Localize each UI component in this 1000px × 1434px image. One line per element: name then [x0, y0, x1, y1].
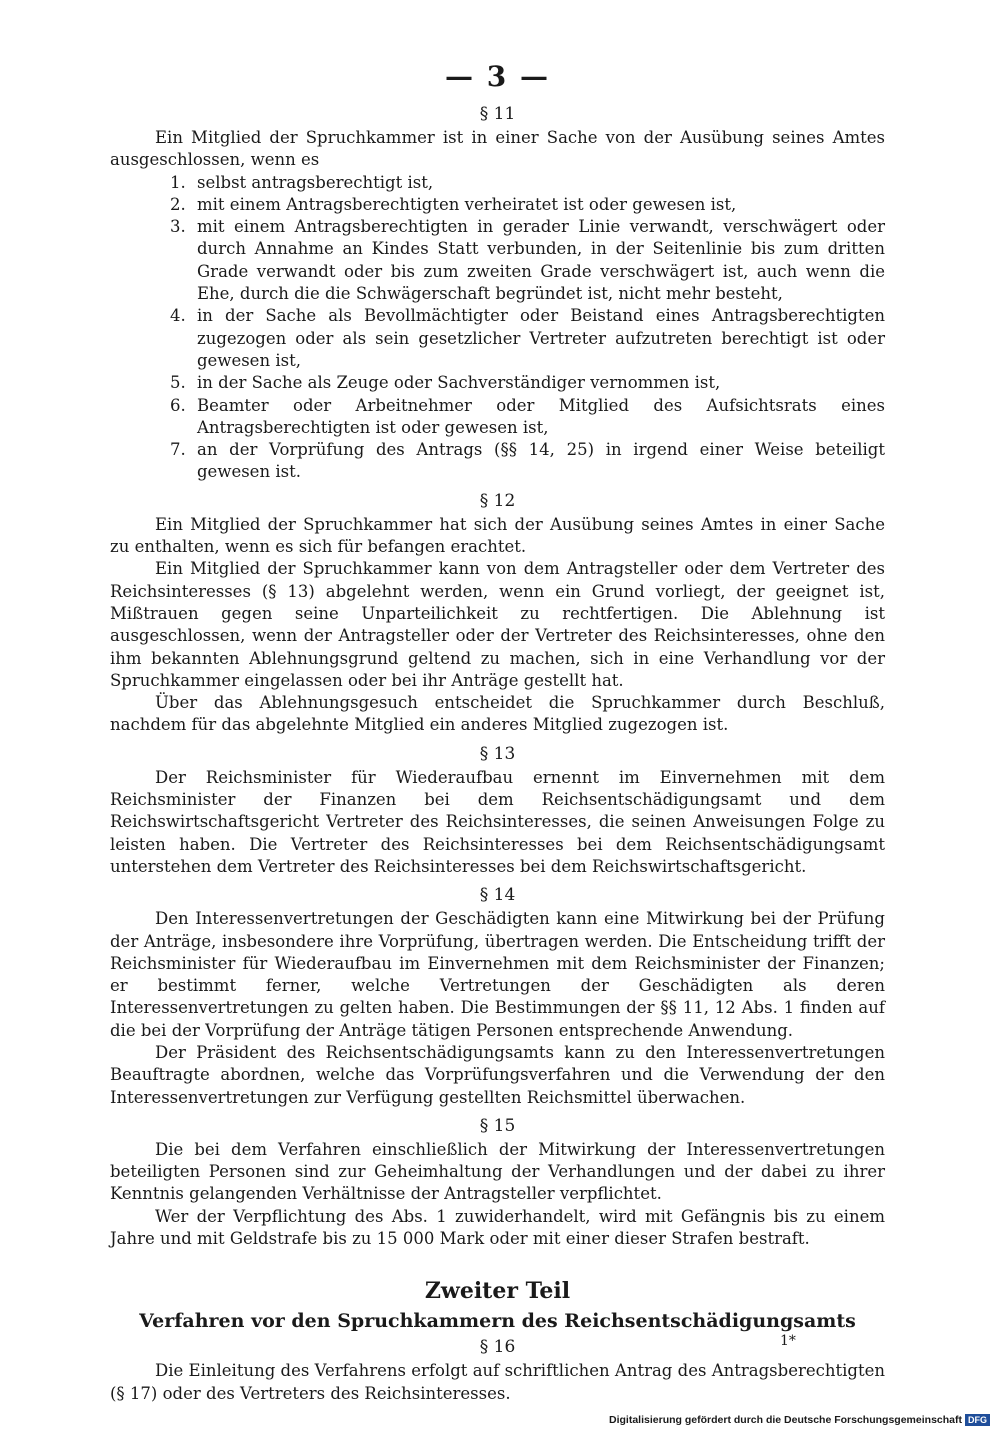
section-12: [110, 490, 885, 737]
list-text: an der Vorprüfung des Antrags (§§ 14, 25) in irgend einer Weise beteiligt gewesen ist.: [197, 440, 885, 482]
section-heading: § 13: [479, 743, 516, 764]
list-number: 5.: [170, 373, 186, 393]
list-item: [170, 216, 885, 305]
paragraph: Über das Ablehnungsgesuch entscheidet die Spruchkammer durch Beschluß, nachdem für das abgelehnte Mitglied ein anderes Mitglied zugezogen ist.: [110, 693, 885, 735]
paragraph: Der Präsident des Reichsentschädigungsamts kann zu den Interessenvertretungen Beauftragte abordnen, welche das Vorprüfungsverfahren und die Verwendung der den Interessenvertretungen zur Verfügung gestellten Reichsmittel überwachen.: [110, 1042, 885, 1107]
paragraph: Die bei dem Verfahren einschließlich der Mitwirkung der Interessenvertretungen beteiligten Personen sind zur Geheimhaltung der Verhandlungen und der dabei zu ihrer Kenntnis gelangenden Verhältnisse der Antragsteller verpflichtet.: [110, 1139, 885, 1204]
paragraph: Wer der Verpflichtung des Abs. 1 zuwiderhandelt, wird mit Gefängnis bis zu einem Jahre und mit Geldstrafe bis zu 15 000 Mark oder mit einer dieser Strafen bestraft.: [110, 1206, 885, 1249]
list-number: 4.: [170, 306, 186, 326]
page-number: — 3 —: [445, 60, 550, 93]
section-14: [110, 884, 885, 1109]
section-13: [110, 743, 885, 878]
list-number: 7.: [170, 440, 186, 460]
list-number: 6.: [170, 395, 186, 415]
footer: [609, 1414, 990, 1426]
document-page: [110, 60, 885, 1405]
paragraph: Die Einleitung des Verfahrens erfolgt auf schriftlichen Antrag des Antragsberechtigten (§ 17) oder des Vertreters des Reichsinteresses.: [110, 1361, 885, 1403]
list-text: in der Sache als Zeuge oder Sachverständiger vernommen ist,: [197, 373, 721, 393]
section-16: [110, 1336, 885, 1405]
paragraph: Der Reichsminister für Wiederaufbau ernennt im Einvernehmen mit dem Reichsminister der Finanzen bei dem Reichsentschädigungsamt und dem Reichswirtschaftsgericht Vertreter des Reichsinteresses, die seinen Anweisungen Folge zu leisten haben. Die Vertreter des Reichsinteresses bei dem Reichsentschädigungsamt unterstehen dem Vertreter des Reichsinteresses bei dem Reichswirtschaftsgericht.: [110, 767, 885, 876]
list-item: [170, 439, 885, 484]
list-number: 2.: [170, 194, 186, 214]
list-item: [170, 395, 885, 440]
dfg-logo-icon: DFG: [965, 1414, 990, 1426]
exclusion-list: [110, 172, 885, 484]
footer-text: Digitalisierung gefördert durch die Deutsche Forschungsgemeinschaft: [609, 1414, 962, 1426]
list-number: 3.: [170, 217, 186, 237]
list-item: [170, 372, 885, 394]
list-number: 1.: [170, 172, 186, 192]
section-heading: § 15: [479, 1115, 516, 1136]
section-heading: § 12: [479, 490, 516, 511]
paragraph: Ein Mitglied der Spruchkammer hat sich der Ausübung seines Amtes in einer Sache zu enthalten, wenn es sich für befangen erachtet.: [110, 514, 885, 557]
list-text: Beamter oder Arbeitnehmer oder Mitglied des Aufsichtsrats eines Antragsberechtigten ist oder gewesen ist,: [197, 395, 885, 437]
section-heading: § 11: [479, 104, 516, 124]
list-item: [170, 172, 885, 194]
list-text: selbst antragsberechtigt ist,: [197, 172, 434, 192]
section-15: [110, 1115, 885, 1250]
list-item: [170, 305, 885, 372]
list-text: in der Sache als Bevollmächtigter oder Beistand eines Antragsberechtigten zugezogen oder als sein gesetzlicher Vertreter aufzutreten berechtigt ist oder gewesen ist,: [197, 306, 885, 370]
section-11: [110, 103, 885, 484]
part-subtitle: Verfahren vor den Spruchkammern des Reichsentschädigungsamts: [139, 1310, 856, 1333]
paragraph: Ein Mitglied der Spruchkammer kann von dem Antragsteller oder dem Vertreter des Reichsinteresses (§ 13) abgelehnt werden, wenn ein Grund vorliegt, der geeignet ist, Mißtrauen gegen seine Unparteilichkeit zu rechtfertigen. Die Ablehnung ist ausgeschlossen, wenn der Antragsteller oder der Vertreter des Reichsinteresses, ohne den ihm bekannten Ablehnungsgrund geltend zu machen, sich in eine Verhandlung vor der Spruchkammer eingelassen oder bei ihr Anträge gestellt hat.: [110, 559, 885, 690]
section-heading: § 16: [479, 1337, 516, 1358]
list-text: mit einem Antragsberechtigten verheiratet ist oder gewesen ist,: [197, 194, 737, 214]
paragraph: Ein Mitglied der Spruchkammer ist in einer Sache von der Ausübung seines Amtes ausgeschlossen, wenn es: [110, 128, 885, 170]
signature-mark: 1*: [780, 1333, 796, 1349]
list-item: [170, 194, 885, 216]
paragraph: Den Interessenvertretungen der Geschädigten kann eine Mitwirkung bei der Prüfung der Anträge, insbesondere ihre Vorprüfung, übertragen werden. Die Entscheidung trifft der Reichsminister für Wiederaufbau im Einvernehmen mit dem Reichsminister der Finanzen; er bestimmt ferner, welche Vertretungen der Geschädigten als deren Interessenvertretungen zu gelten haben. Die Bestimmungen der §§ 11, 12 Abs. 1 finden auf die bei der Vorprüfung der Anträge tätigen Personen entsprechende Anwendung.: [110, 909, 885, 1040]
part-title: Zweiter Teil: [424, 1278, 571, 1305]
list-text: mit einem Antragsberechtigten in gerader Linie verwandt, verschwägert oder durch Annahme an Kindes Statt verbunden, in der Seitenlinie bis zum dritten Grade verwandt oder bis zum zweiten Grade verschwägert ist, auch wenn die Ehe, durch die die Schwägerschaft begründet ist, nicht mehr besteht,: [197, 217, 885, 304]
section-heading: § 14: [479, 885, 516, 906]
